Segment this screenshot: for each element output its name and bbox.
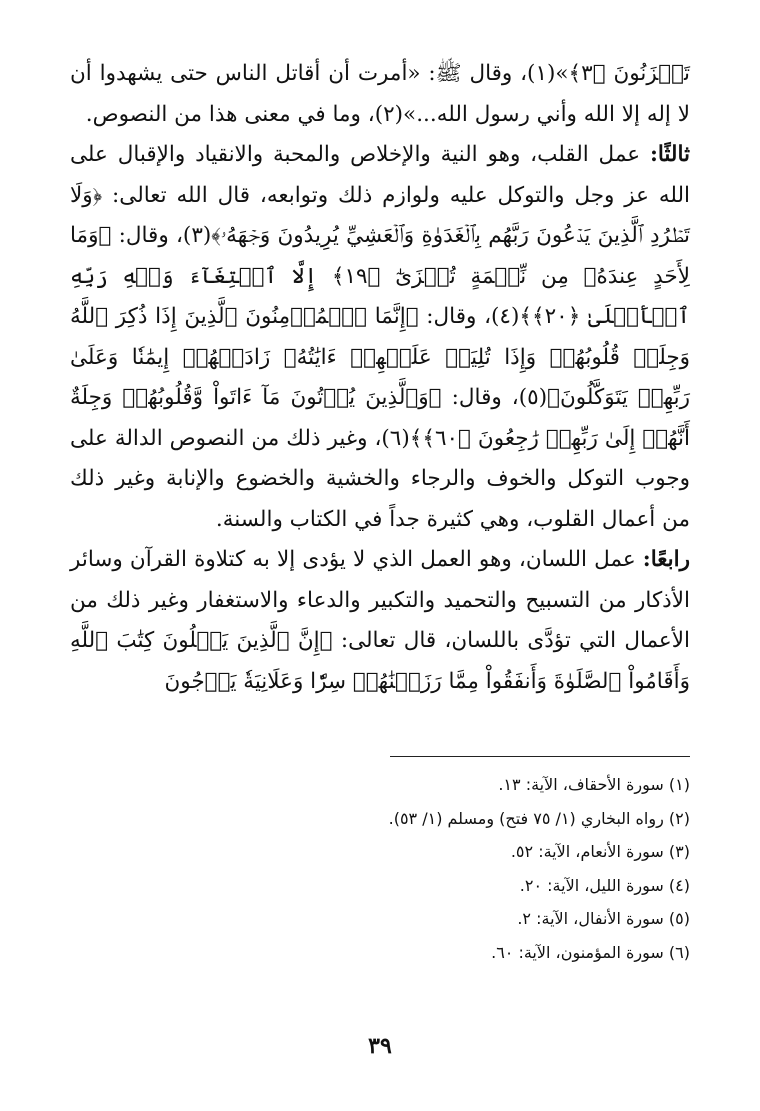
footnotes [70,768,690,970]
footnote: (٤) سورة الليل، الآية: ٢٠. [519,875,690,895]
paragraph-lead: ثالثًا: [649,142,690,167]
footnote: (٦) سورة المؤمنون، الآية: ٦٠. [491,942,690,962]
footnote: (٥) سورة الأنفال، الآية: ٢. [517,909,690,929]
footnote: (٣) سورة الأنعام، الآية: ٥٢. [510,842,690,862]
paragraph-fourth [70,540,690,702]
paragraph-third [70,135,690,540]
footnote: (١) سورة الأحقاف، الآية: ١٣. [498,775,690,794]
footnote: (٢) رواه البخاري (١/ ٧٥ فتح) ومسلم (١/ ٥٣). [388,808,690,828]
footnote-divider [390,756,690,757]
paragraph-text: عمل اللسان، وهو العمل الذي لا يؤدى إلا به كتلاوة القرآن وسائر الأذكار من التسبيح والتحميد والتكبير والدعاء والاستغفار وغير ذلك من الأعمال التي تؤدَّى باللسان، قال تعالى: ﴿إِنَّ ٱلَّذِينَ يَتۡلُونَ كِتَٰبَ ٱللَّهِ وَأَقَامُواْ ٱلصَّلَوٰةَ وَأَنفَقُواْ مِمَّا رَزَقۡنَٰهُمۡ سِرّٗا وَعَلَانِيَةٗ يَرۡجُونَ [70,547,690,694]
page-number: ٣٩ [368,1033,392,1059]
main-text [70,54,690,702]
paragraph-text: عمل القلب، وهو النية والإخلاص والمحبة والانقياد والإقبال على الله عز وجل والتوكل عليه ولوازم ذلك وتوابعه، قال الله تعالى: ﴿وَلَا تَطۡرُدِ ٱلَّذِينَ يَدۡعُونَ رَبَّهُم بِٱلۡغَدَوٰةِ وَٱلۡعَشِيِّ يُرِيدُونَ وَجۡهَهُۥ﴾(٣)، وقال: ﴿وَمَا لِأَحَدٍ عِندَهُۥ مِن نِّعۡمَةٍ تُجۡزَىٰٓ ﴿١٩﴾ إِلَّا ٱبۡتِغَآءَ وَجۡهِ رَبِّهِ ٱلۡأَعۡلَىٰ ﴿٢٠﴾﴾(٤)، وقال: ﴿إِنَّمَا ٱلۡمُؤۡمِنُونَ ٱلَّذِينَ إِذَا ذُكِرَ ٱللَّهُ وَجِلَتۡ قُلُوبُهُمۡ وَإِذَا تُلِيَتۡ عَلَيۡهِمۡ ءَايَٰتُهُۥ زَادَتۡهُمۡ إِيمَٰنٗا وَعَلَىٰ رَبِّهِمۡ يَتَوَكَّلُونَ﴾(٥)، وقال: ﴿وَٱلَّذِينَ يُؤۡتُونَ مَآ ءَاتَواْ وَّقُلُوبُهُمۡ وَجِلَةٌ أَنَّهُمۡ إِلَىٰ رَبِّهِمۡ رَٰجِعُونَ ﴿٦٠﴾﴾(٦)، وغير ذلك من النصوص الدالة على وجوب التوكل والخوف والرجاء والخشية والخضوع والإنابة وغير ذلك من أعمال القلوب، وهي كثيرة جداً في الكتاب والسنة. [70,142,690,532]
paragraph-continuation [70,54,690,135]
paragraph-text: تَحۡزَنُونَ ﴿٣﴾»(١)، وقال ﷺ: «أمرت أن أقاتل الناس حتى يشهدوا أن لا إله إلا الله وأني رسول الله...»(٢)، وما في معنى هذا من النصوص. [70,61,690,127]
paragraph-lead: رابعًا: [642,547,690,572]
